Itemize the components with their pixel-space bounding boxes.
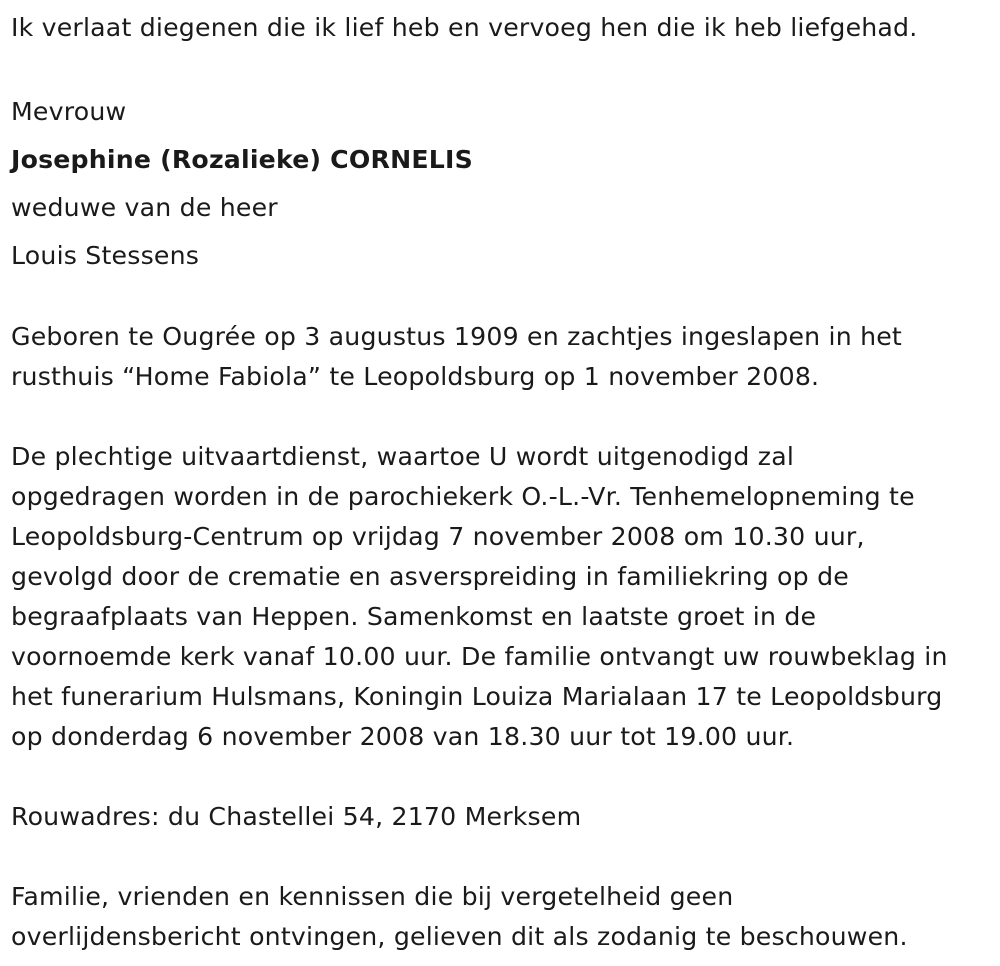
spacer bbox=[11, 757, 1000, 797]
paragraph-line: Geboren te Ougrée op 3 augustus 1909 en zachtjes ingeslapen in het bbox=[11, 322, 903, 351]
spouse-name: Louis Stessens bbox=[11, 241, 200, 270]
paragraph-line: op donderdag 6 november 2008 van 18.30 uur tot 19.00 uur. bbox=[11, 722, 795, 751]
paragraph-line: overlijdensbericht ontvingen, gelieven dit als zodanig te beschouwen. bbox=[11, 922, 908, 951]
closing-paragraph bbox=[11, 877, 1000, 957]
spacer bbox=[11, 397, 1000, 437]
spacer bbox=[11, 280, 1000, 317]
birth-death-paragraph bbox=[11, 317, 1000, 397]
paragraph-line: Leopoldsburg-Centrum op vrijdag 7 november 2008 om 10.30 uur, bbox=[11, 522, 865, 551]
paragraph-line: opgedragen worden in de parochiekerk O.-L.-Vr. Tenhemelopneming te bbox=[11, 482, 915, 511]
paragraph-line: voornoemde kerk vanaf 10.00 uur. De familie ontvangt uw rouwbeklag in bbox=[11, 642, 948, 671]
paragraph-line: gevolgd door de crematie en asverspreiding in familiekring op de bbox=[11, 562, 849, 591]
spacer bbox=[11, 837, 1000, 877]
paragraph-line: begraafplaats van Heppen. Samenkomst en laatste groet in de bbox=[11, 602, 817, 631]
paragraph-line: De plechtige uitvaartdienst, waartoe U wordt uitgenodigd zal bbox=[11, 442, 795, 471]
paragraph-line: het funerarium Hulsmans, Koningin Louiza Marialaan 17 te Leopoldsburg bbox=[11, 682, 943, 711]
service-paragraph bbox=[11, 437, 1000, 757]
title-prefix: Mevrouw bbox=[11, 97, 127, 126]
mourning-address: Rouwadres: du Chastellei 54, 2170 Merksem bbox=[11, 802, 582, 831]
paragraph-line: rusthuis “Home Fabiola” te Leopoldsburg op 1 november 2008. bbox=[11, 362, 820, 391]
paragraph-line: Familie, vrienden en kennissen die bij vergetelheid geen bbox=[11, 882, 734, 911]
intro-quote: Ik verlaat diegenen die ik lief heb en vervoeg hen die ik heb liefgehad. bbox=[11, 13, 918, 42]
widow-of-label: weduwe van de heer bbox=[11, 193, 278, 222]
spacer bbox=[11, 48, 1000, 88]
deceased-name: Josephine (Rozalieke) CORNELIS bbox=[11, 145, 473, 174]
